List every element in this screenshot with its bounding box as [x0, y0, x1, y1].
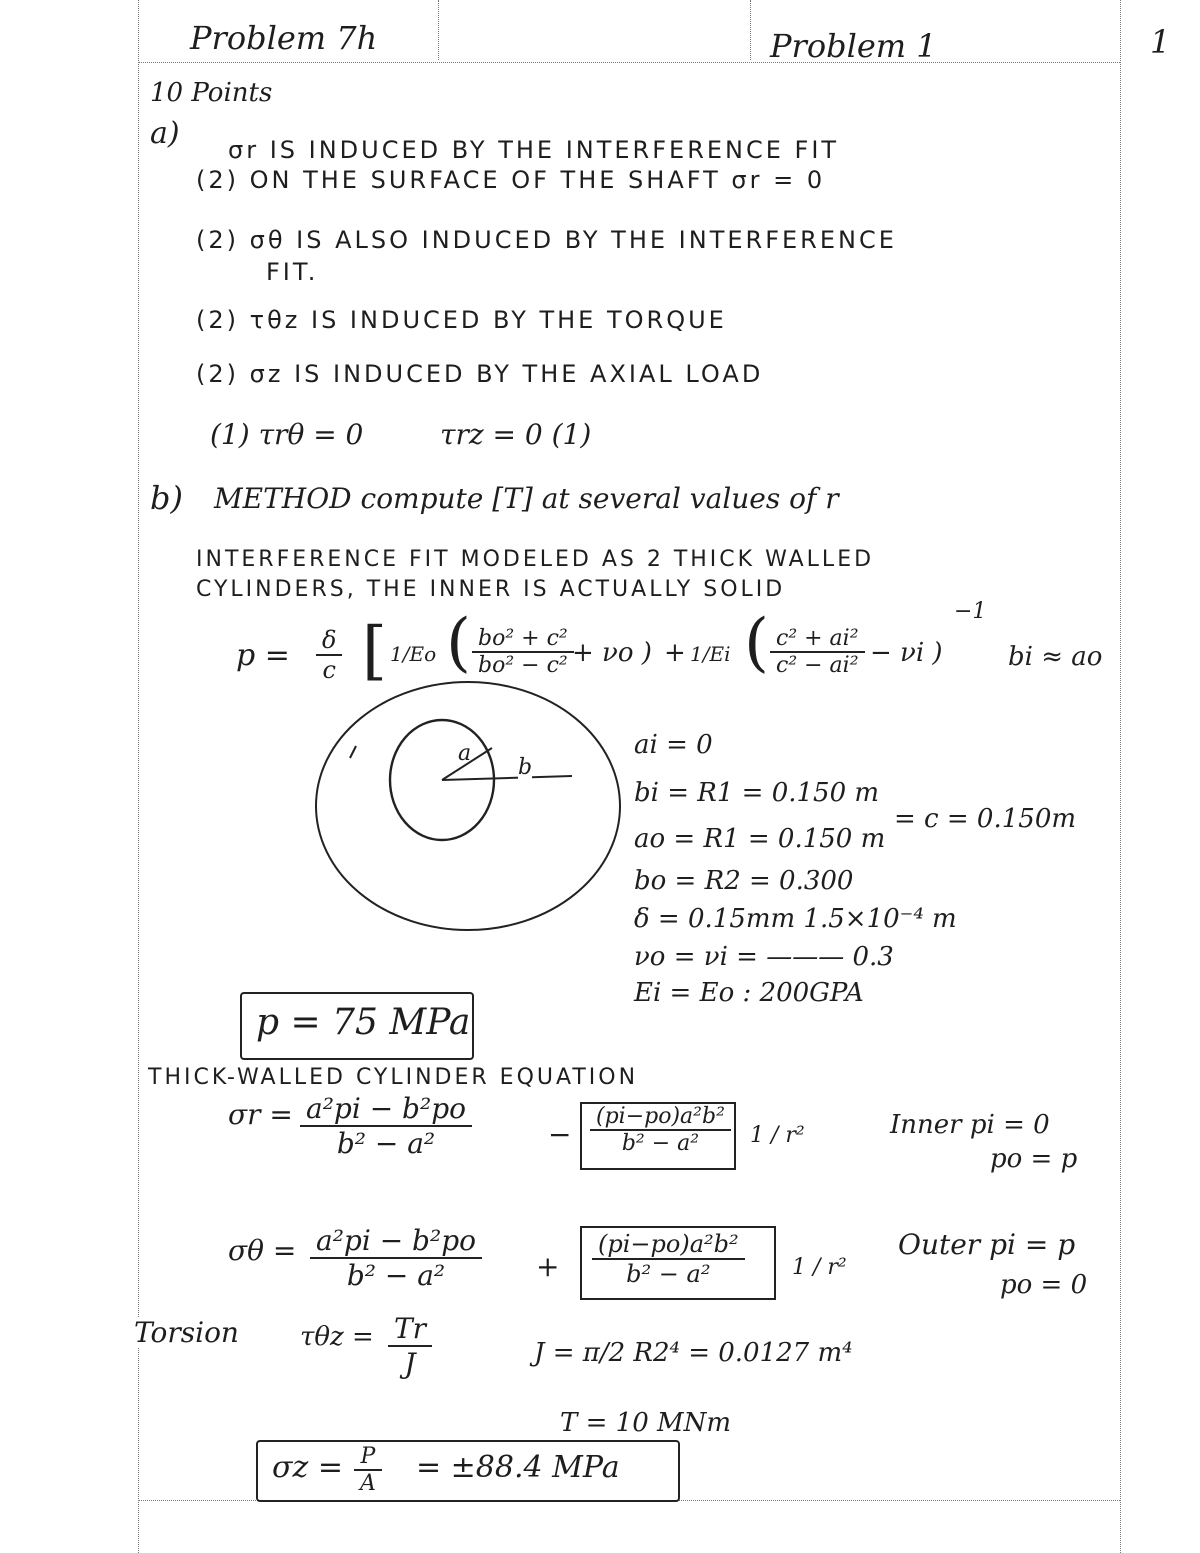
header-right: Problem 1 [770, 27, 937, 65]
p-tail: bi ≈ ao [1008, 642, 1103, 672]
sr-bnum: (pi−po)a²b² [590, 1104, 731, 1131]
stheta-bden: b² − a² [626, 1260, 711, 1288]
outer-arrow-tick [350, 746, 356, 758]
part-b-method: METHOD compute [T] at several values of r [214, 482, 839, 515]
part-a-line5: (2) σz IS INDUCED BY THE AXIAL LOAD [196, 360, 764, 388]
part-a-line4: (2) τθz IS INDUCED BY THE TORQUE [196, 306, 727, 334]
part-a-line1: σr IS INDUCED BY THE INTERFERENCE FIT [228, 136, 840, 164]
inner-label: Inner pi = 0 [890, 1110, 1050, 1140]
torsion-lhs: τθz = [300, 1322, 374, 1352]
stheta-r: 1 / r² [792, 1255, 847, 1280]
p-formula-lhs: p = [236, 638, 290, 673]
inner-po: po = p [990, 1144, 1078, 1174]
p-term2-nu: − νi ) [870, 638, 943, 668]
stheta-bracket-close [766, 1226, 776, 1300]
torsion-num: Tr [388, 1312, 432, 1347]
p-term1-nu: + νo ) [572, 638, 652, 668]
stheta-num: a²pi − b²po [310, 1224, 482, 1259]
diagram-label-a: a [458, 741, 472, 766]
part-a-line3b: FIT. [266, 258, 319, 286]
p-term1-paren: ( [446, 606, 471, 680]
diagram-label-b: b [518, 755, 533, 780]
torsion-label: Torsion [134, 1316, 239, 1349]
part-b-model-line2: CYLINDERS, THE INNER IS ACTUALLY SOLID [196, 577, 786, 602]
p-term2-paren: ( [744, 606, 769, 680]
stheta-frac [310, 1224, 482, 1292]
p-c: c [322, 656, 336, 684]
stheta-den: b² − a² [346, 1259, 446, 1292]
points-label: 10 Points [150, 78, 273, 108]
sr-num: a²pi − b²po [300, 1092, 472, 1127]
sr-lhs: σr = [228, 1098, 293, 1131]
sr-bden: b² − a² [621, 1131, 700, 1156]
sz-den: A [360, 1471, 376, 1496]
p-term2-den: c² − ai² [776, 653, 859, 678]
param-E: Ei = Eo : 200GPA [634, 978, 864, 1008]
torsion-frac [388, 1312, 432, 1380]
p-term2-coef: 1/Ei [690, 642, 731, 666]
sz-lhs: σz = [272, 1450, 343, 1485]
param-delta: δ = 0.15mm 1.5×10⁻⁴ m [634, 904, 957, 934]
p-bracket-open: [ [362, 614, 387, 688]
param-ao: ao = R1 = 0.150 m [634, 824, 886, 854]
sr-frac [300, 1092, 472, 1160]
param-bi: bi = R1 = 0.150 m [634, 778, 880, 808]
p-exponent: −1 [954, 599, 987, 624]
part-a-line6b: τrz = 0 (1) [440, 418, 592, 451]
stheta-bracket-frac [592, 1230, 745, 1288]
stheta-lhs: σθ = [228, 1234, 297, 1267]
part-a-label: a) [150, 116, 180, 151]
p-term2-num: c² + ai² [770, 626, 865, 653]
param-ai: ai = 0 [634, 730, 713, 760]
param-nu: νo = νi = ——— 0.3 [634, 942, 894, 972]
outer-po: po = 0 [1000, 1270, 1088, 1300]
p-term1-coef: 1/Eo [390, 642, 437, 666]
p-delta: δ [316, 626, 342, 656]
part-a-line2: (2) ON THE SURFACE OF THE SHAFT σr = 0 [196, 166, 826, 194]
sr-den: b² − a² [336, 1127, 436, 1160]
part-b-model-line1: INTERFERENCE FIT MODELED AS 2 THICK WALLED [196, 547, 875, 572]
torsion-den: J [404, 1347, 416, 1380]
sz-frac [354, 1444, 382, 1496]
stheta-bnum: (pi−po)a²b² [592, 1230, 745, 1260]
p-result: p = 75 MPa [256, 1002, 471, 1043]
part-a-line3: (2) σθ IS ALSO INDUCED BY THE INTERFERENCE [196, 226, 897, 254]
sz-rhs: = ±88.4 MPa [416, 1450, 620, 1485]
part-b-label: b) [150, 479, 183, 517]
header-left: Problem 7h [190, 19, 378, 57]
param-c: = c = 0.150m [894, 804, 1077, 834]
param-bo: bo = R2 = 0.300 [634, 866, 854, 896]
outer-label: Outer pi = p [898, 1228, 1076, 1261]
sr-op: − [548, 1118, 572, 1151]
torsion-J: J = π/2 R2⁴ = 0.0127 m⁴ [534, 1338, 853, 1368]
sz-num: P [354, 1444, 382, 1471]
stheta-op: + [536, 1250, 560, 1283]
p-plus: + [664, 638, 686, 668]
p-term1-num: bo² + c² [472, 626, 574, 653]
radius-b-line [442, 776, 572, 780]
page-mark: 1 [1150, 23, 1171, 61]
torsion-T: T = 10 MNm [560, 1408, 732, 1438]
sr-r: 1 / r² [750, 1123, 805, 1148]
part-a-line6a: (1) τrθ = 0 [210, 418, 364, 451]
p-term1-den: bo² − c² [478, 653, 568, 678]
thick-wall-heading: THICK-WALLED CYLINDER EQUATION [148, 1065, 639, 1090]
outer-cylinder-circle [316, 682, 620, 930]
sr-bracket-frac [590, 1104, 731, 1156]
